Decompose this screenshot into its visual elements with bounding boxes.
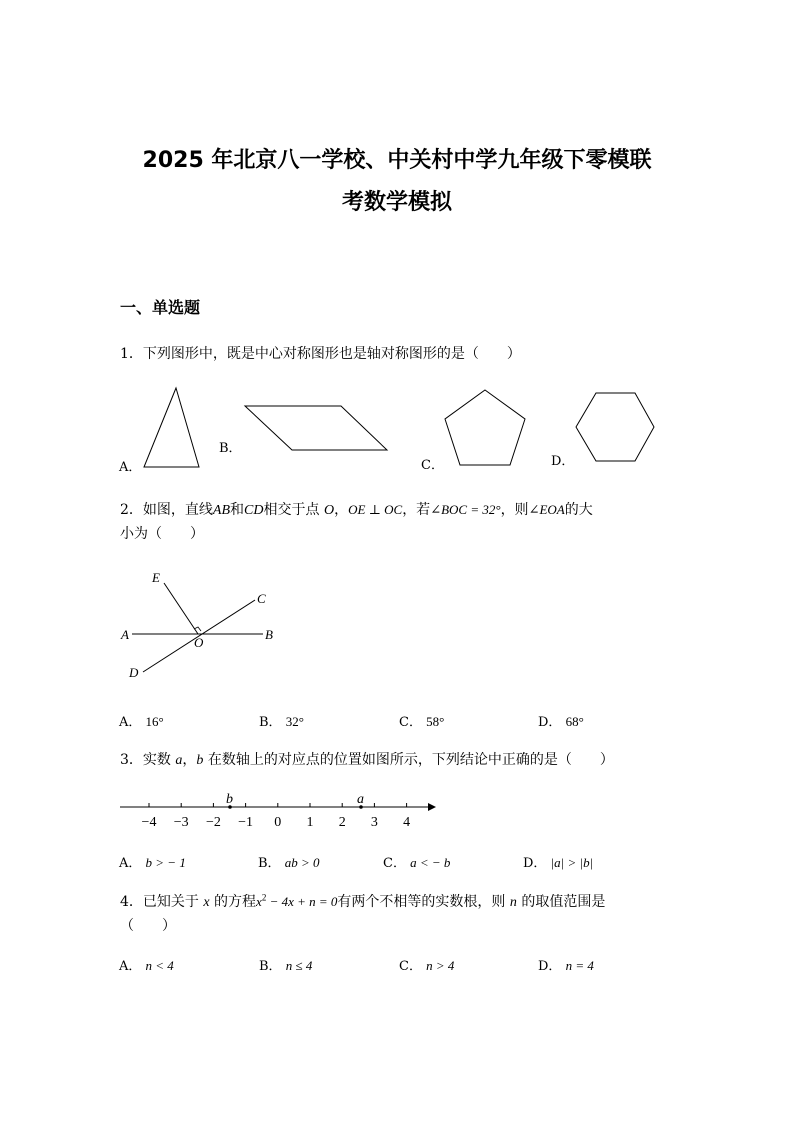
tick-label: 1 <box>306 815 314 830</box>
label-d: D <box>129 665 139 680</box>
arrow-head <box>428 803 436 811</box>
q1-option-c-label[interactable]: C． <box>421 458 444 473</box>
q3-option-c[interactable]: C． a < − b <box>383 855 451 871</box>
page-title-line-2: 考数学模拟 <box>341 190 452 215</box>
regular-hexagon-figure <box>576 393 654 461</box>
label-a: A <box>121 627 129 642</box>
question-1-stem: 1．下列图形中，既是中心对称图形也是轴对称图形的是（ ） <box>120 346 521 362</box>
q1-option-a-label[interactable]: A． <box>119 460 142 475</box>
tick-label: 3 <box>370 815 378 830</box>
question-4-paren: （ ） <box>120 918 176 934</box>
q4-option-a[interactable]: A． n < 4 <box>119 958 174 974</box>
tick-label: −4 <box>141 815 157 830</box>
q4-option-d[interactable]: D． n = 4 <box>538 958 594 974</box>
label-c: C <box>257 591 266 606</box>
page-title <box>0 143 794 174</box>
tick-label: 0 <box>274 815 282 830</box>
q2-option-b[interactable]: B． 32° <box>259 714 304 730</box>
tick-label: 4 <box>403 815 411 830</box>
q2-option-d[interactable]: D． 68° <box>538 714 584 730</box>
equation: $x^2 - 4x + n = 0$ <box>256 892 338 909</box>
regular-pentagon-figure <box>445 390 525 465</box>
label-b: B <box>265 627 273 642</box>
q4-option-b[interactable]: B． n ≤ 4 <box>259 958 313 974</box>
tick-label: 2 <box>338 815 346 830</box>
q3-option-d[interactable]: D． |a| > |b| <box>523 855 594 871</box>
tick-label: −1 <box>238 815 254 830</box>
title-line-1: 2025 年北京八一学校、中关村中学九年级下零模联 <box>142 148 652 173</box>
question-3-stem: 3．实数 a，b 在数轴上的对应点的位置如图所示，下列结论中正确的是（ ） <box>120 752 614 768</box>
q3-option-a[interactable]: A． b > − 1 <box>119 855 186 871</box>
label-o: O <box>194 635 204 650</box>
q1-option-d-label[interactable]: D． <box>551 454 575 469</box>
section-heading: 一、单选题 <box>120 298 201 317</box>
tick-label: −3 <box>173 815 189 830</box>
number-line-ticks <box>149 803 407 807</box>
tick-label: −2 <box>205 815 221 830</box>
question-4-stem: 4．已知关于 x 的方程$x^2 - 4x + n = 0$有两个不相等的实数根，则 n 的取值范围是 <box>120 892 606 910</box>
point-a-label: a <box>357 792 364 807</box>
parallelogram-figure <box>245 406 387 450</box>
q4-option-c[interactable]: C． n > 4 <box>399 958 455 974</box>
q3-option-b[interactable]: B． ab > 0 <box>258 855 320 871</box>
point-b-label: b <box>226 792 233 807</box>
number-line-tick-labels <box>142 815 411 830</box>
q1-option-b-label[interactable]: B． <box>219 441 242 456</box>
label-e: E <box>152 570 160 585</box>
q2-option-c[interactable]: C． 58° <box>399 714 445 730</box>
question-2-stem-line-2: 小为（ ） <box>120 526 204 542</box>
question-2-stem: 2．如图，直线AB和CD相交于点 O，OE ⊥ OC，若∠BOC = 32°，则∠EOA的大 <box>120 502 593 518</box>
number-line-figure <box>110 785 450 835</box>
q2-option-a[interactable]: A． 16° <box>119 714 164 730</box>
question-2-figure <box>110 560 290 685</box>
isosceles-triangle-figure <box>144 388 199 467</box>
ray-oe <box>164 583 198 634</box>
